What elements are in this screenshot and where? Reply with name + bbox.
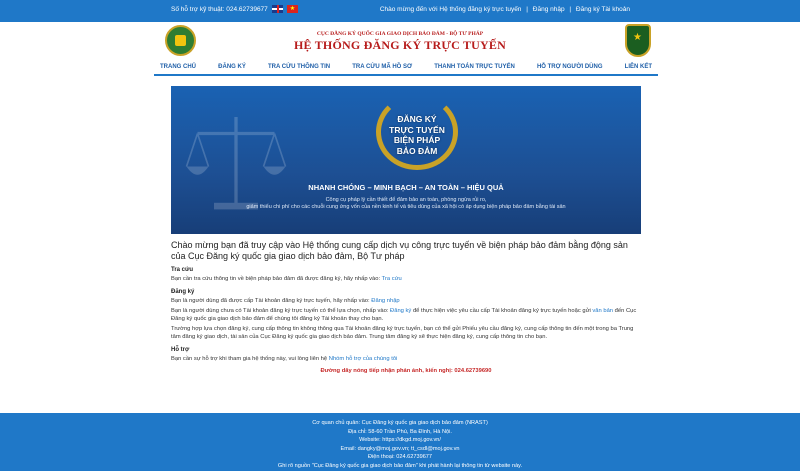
register-paragraph-3: Trường hợp lựa chọn đăng ký, cung cấp thông tin không thông qua Tài khoản đăng ký trực tuyến, bạn có thể gửi Phiếu yêu cầu đăng ký, cung cấp thông tin đến một trong ba Trung tâm đăng ký giao dịch, tài sản của Cục Đăng ký quốc gia giao dịch bảo đảm. Trung tâm đăng ký sẽ thực hiện đăng ký, cung cấp thông tin cho bạn. <box>171 326 634 340</box>
search-heading: Tra cứu <box>171 267 194 273</box>
register-text: Bạn là người dùng đã được cấp Tài khoản đăng ký trực tuyến, hãy nhấp vào: <box>171 297 370 304</box>
separator: | <box>569 6 572 13</box>
support-team-link[interactable]: Nhóm hỗ trợ của chúng tôi <box>328 355 398 362</box>
system-title: HỆ THỐNG ĐĂNG KÝ TRỰC TUYẾN <box>294 38 506 52</box>
hero-banner <box>171 86 641 234</box>
banner-title-line: BẢO ĐẢM <box>396 145 438 156</box>
site-footer <box>0 413 800 471</box>
ministry-emblem <box>625 24 651 57</box>
footer-line: Cơ quan chủ quản: Cục Đăng ký quốc gia giao dịch bảo đảm (NRAST) <box>312 420 488 426</box>
top-bar <box>0 0 800 22</box>
search-paragraph <box>171 276 641 284</box>
banner-slogan: NHANH CHÓNG – MINH BẠCH – AN TOÀN – HIỆU QUẢ <box>308 183 504 192</box>
nav-item-user-support[interactable]: HỖ TRỢ NGƯỜI DÙNG <box>536 64 603 70</box>
login-link[interactable]: Đăng nhập <box>532 6 565 13</box>
support-text: Bạn cần sự hỗ trợ khi tham gia hệ thống này, vui lòng liên hệ <box>171 355 328 362</box>
support-heading: Hỗ trợ <box>171 346 190 353</box>
register-text: đến Cục Đăng ký quốc gia giao dịch bảo đảm để chúng tôi đăng ký Tài khoản thay cho bạn. <box>171 308 637 322</box>
support-hotline <box>171 6 268 13</box>
separator: | <box>526 6 528 13</box>
banner-title <box>366 114 468 156</box>
main-content <box>171 240 641 374</box>
nav-item-home[interactable]: TRANG CHỦ <box>160 64 196 70</box>
welcome-link[interactable]: Chào mừng đến với Hệ thống đăng ký trực tuyến <box>379 6 522 13</box>
search-link[interactable]: Tra cứu <box>381 276 402 282</box>
support-hotline-number: 024.62739677 <box>226 6 268 13</box>
language-switcher <box>272 5 298 13</box>
banner-description <box>171 197 641 211</box>
support-hotline-label: Số hỗ trợ kỹ thuật: <box>171 6 225 13</box>
banner-description-line: giảm thiểu chi phí cho các chuỗi cung ứng vốn của nền kinh tế và tiêu dùng của xã hội có áp dụng biện pháp bảo đảm bằng tài sản <box>246 204 566 210</box>
site-header <box>0 22 800 60</box>
banner-title-line: ĐĂNG KÝ <box>397 114 437 124</box>
feedback-hotline: Đường dây nóng tiếp nhận phản ánh, kiến nghị: 024.62739690 <box>320 368 492 375</box>
banner-title-line: BIỆN PHÁP <box>393 135 441 145</box>
nav-item-register[interactable]: ĐĂNG KÝ <box>218 64 246 70</box>
register-text: để thực hiện việc yêu cầu cấp Tài khoản đăng ký trực tuyến hoặc gửi <box>412 308 591 315</box>
register-paragraph-1 <box>171 298 641 306</box>
footer-phone: Điện thoại: 024.62739677 <box>367 454 433 461</box>
welcome-heading: Chào mừng bạn đã truy cập vào Hệ thống cung cấp dịch vụ công trực tuyến về biện pháp bảo đảm bằng động sản của Cục Đăng ký quốc gia giao dịch bảo đảm, Bộ Tư pháp <box>171 240 628 261</box>
english-flag-icon[interactable] <box>272 5 283 13</box>
register-account-link[interactable]: Đăng ký Tài khoản <box>575 6 630 13</box>
register-heading: Đăng ký <box>171 288 195 295</box>
footer-website[interactable]: Website: https://dkgd.moj.gov.vn/ <box>359 437 441 444</box>
register-text: Bạn là người dùng chưa có Tài khoản đăng ký trực tuyến có thể lựa chọn, nhấp vào: <box>171 308 389 315</box>
footer-line: Ghi rõ nguồn "Cục Đăng ký quốc gia giao dịch bảo đảm" khi phát hành lại thông tin từ website này. <box>277 462 523 469</box>
nav-item-links[interactable]: LIÊN KẾT <box>624 64 652 70</box>
document-link[interactable]: văn bản <box>592 308 614 315</box>
support-paragraph <box>171 356 641 364</box>
banner-title-line: TRỰC TUYẾN <box>389 124 445 135</box>
agency-name: CỤC ĐĂNG KÝ QUỐC GIA GIAO DỊCH BẢO ĐẢM - BỘ TƯ PHÁP <box>316 31 484 37</box>
nav-item-search-file-code[interactable]: TRA CỨU MÃ HỒ SƠ <box>352 64 413 70</box>
footer-email[interactable]: Email: dangky@moj.gov.vn; tt_csdl@moj.gov.vn <box>340 445 460 452</box>
register-content-link[interactable]: Đăng ký <box>390 308 412 315</box>
nav-item-search-info[interactable]: TRA CỨU THÔNG TIN <box>267 64 331 70</box>
nav-item-online-payment[interactable]: THANH TOÁN TRỰC TUYẾN <box>434 64 515 70</box>
login-content-link[interactable]: Đăng nhập <box>371 297 400 304</box>
search-text: Bạn cần tra cứu thông tin về biện pháp bảo đảm đã được đăng ký, hãy nhấp vào: <box>171 276 381 282</box>
register-paragraph-2 <box>171 308 641 323</box>
footer-line: Địa chỉ: 58-60 Trần Phú, Ba Đình, Hà Nội. <box>348 428 452 435</box>
banner-description-line: Công cụ pháp lý cần thiết để đảm bảo an toàn, phòng ngừa rủi ro, <box>325 197 487 203</box>
top-links <box>380 6 630 13</box>
vietnamese-flag-icon[interactable]: ★ <box>287 5 298 13</box>
main-nav <box>154 61 658 76</box>
